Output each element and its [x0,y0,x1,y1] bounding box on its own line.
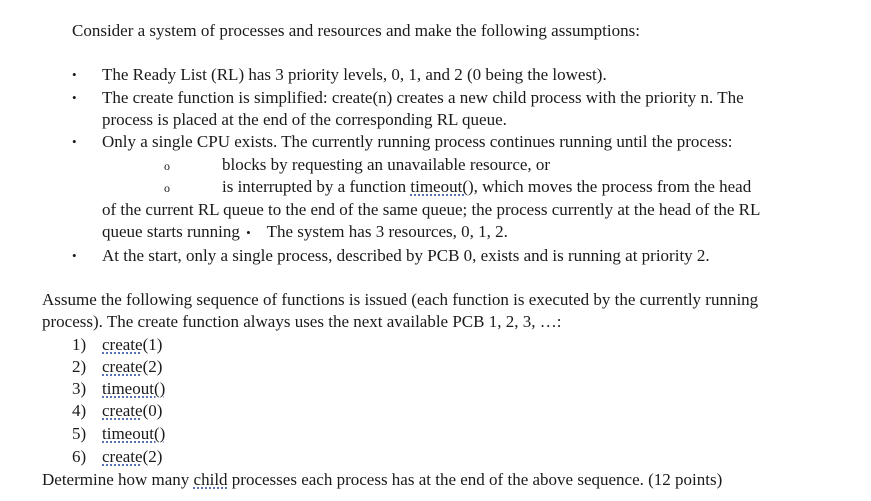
bullet-dot: • [72,248,77,263]
assumption-cpu-line4 [102,221,508,244]
bullet-dot: • [246,225,251,240]
queue-running-text: queue starts running [102,222,240,241]
intro-line: Consider a system of processes and resources and make the following assumptions: [72,21,640,40]
timeout-function-ref: timeout() [410,177,474,196]
assumption-cpu-line3: of the current RL queue to the end of the same queue; the process currently at the head of the RL [102,200,761,219]
question-emphasis: child [193,470,228,489]
assumption-start: At the start, only a single process, described by PCB 0, exists and is running at priority 2. [102,246,710,265]
sub-item-text: is interrupted by a function [222,177,411,196]
sub-item-blocks: blocks by requesting an unavailable resource, or [222,155,551,174]
resources-text: The system has 3 resources, 0, 1, 2. [266,222,508,241]
assumption-rl-levels: The Ready List (RL) has 3 priority levels, 0, 1, and 2 (0 being the lowest). [102,65,607,84]
sequence-item [72,356,162,378]
sequence-number: 4) [72,401,87,420]
assume-line1: Assume the following sequence of functions is issued (each function is executed by the currently running [42,290,759,309]
sequence-number: 1) [72,335,87,354]
sequence-function: timeout() [102,424,166,443]
bullet-dot: • [72,134,77,149]
sequence-item [72,446,162,468]
sequence-function: create [102,447,143,466]
bullet-dot: • [72,90,77,105]
sequence-function: create [102,335,143,354]
sequence-argument: (0) [142,401,163,420]
assume-line2: process). The create function always uses the next available PCB 1, 2, 3, …: [42,312,562,331]
question-text: Determine how many [42,470,194,489]
sequence-argument: (2) [142,447,163,466]
question-text: processes each process has at the end of the above sequence. (12 points) [227,470,723,489]
sequence-item [72,334,162,356]
sequence-argument: (2) [142,357,163,376]
sequence-item [72,423,165,445]
sub-item-interrupted [222,176,751,198]
assumption-cpu-line1: Only a single CPU exists. The currently running process continues running until the process: [102,132,733,151]
sub-bullet-circle: o [164,181,170,195]
sub-item-text: , which moves the process from the head [473,177,752,196]
sequence-function: create [102,357,143,376]
sequence-function: timeout() [102,379,166,398]
sequence-function: create [102,401,143,420]
question-line [42,469,722,491]
assumption-create-line1: The create function is simplified: create(n) creates a new child process with the priority n. The [102,88,744,107]
sequence-item [72,378,165,400]
sequence-number: 5) [72,424,87,443]
assumption-create-line2: process is placed at the end of the corresponding RL queue. [102,110,507,129]
sequence-number: 6) [72,447,87,466]
sequence-argument: (1) [142,335,163,354]
sequence-number: 2) [72,357,87,376]
bullet-dot: • [72,67,77,82]
sub-bullet-circle: o [164,159,170,173]
sequence-number: 3) [72,379,87,398]
sequence-item [72,400,162,422]
